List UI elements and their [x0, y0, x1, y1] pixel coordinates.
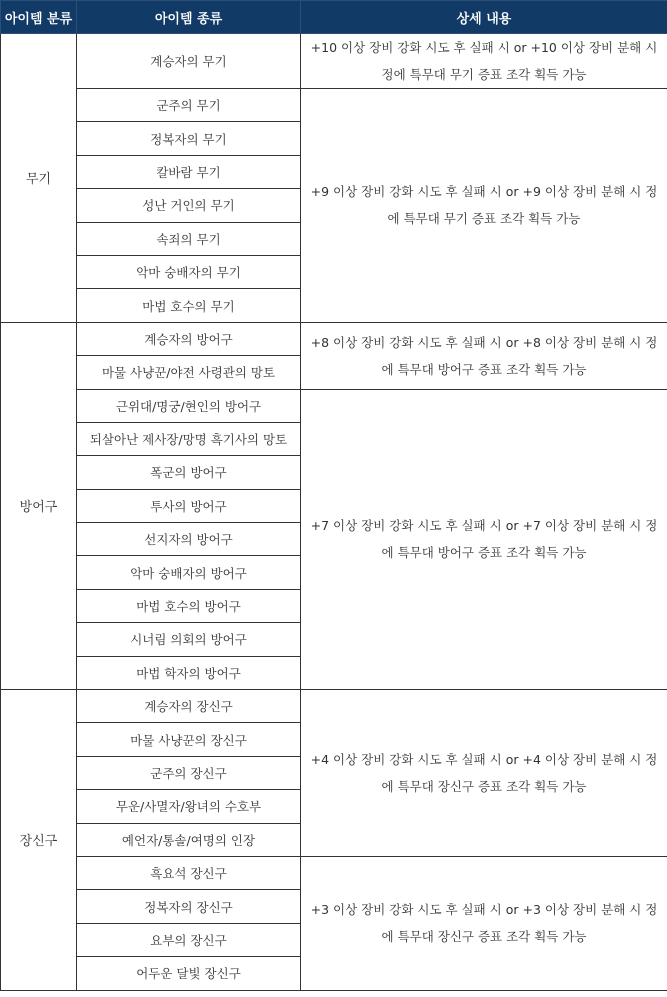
table-row	[1, 34, 667, 89]
item-type-cell: 계승자의 방어구	[77, 322, 301, 355]
item-type-cell: 계승자의 장신구	[77, 690, 301, 723]
item-type-cell: 선지자의 방어구	[77, 523, 301, 556]
item-type-cell: 투사의 방어구	[77, 489, 301, 522]
header-item-type: 아이템 종류	[77, 1, 301, 34]
item-type-cell: 마법 호수의 무기	[77, 289, 301, 322]
table-body	[1, 34, 667, 991]
table-row	[1, 856, 667, 889]
item-type-cell: 악마 숭배자의 방어구	[77, 556, 301, 589]
item-type-cell: 되살아난 제사장/망명 흑기사의 망토	[77, 422, 301, 455]
item-type-cell: 마물 사냥꾼/야전 사령관의 망토	[77, 356, 301, 389]
item-type-cell: 근위대/명궁/현인의 방어구	[77, 389, 301, 422]
item-type-cell: 칼바람 무기	[77, 155, 301, 188]
header-details: 상세 내용	[301, 1, 667, 34]
item-type-cell: 마물 사냥꾼의 장신구	[77, 723, 301, 756]
table-header	[1, 1, 667, 34]
item-type-cell: 마법 호수의 방어구	[77, 589, 301, 622]
item-type-cell: 마법 학자의 방어구	[77, 656, 301, 689]
detail-description-cell: +10 이상 장비 강화 시도 후 실패 시 or +10 이상 장비 분해 시 정에 특무대 무기 증표 조각 획득 가능	[301, 34, 667, 89]
item-type-cell: 흑요석 장신구	[77, 856, 301, 889]
item-type-cell: 무운/사멸자/왕녀의 수호부	[77, 790, 301, 823]
item-type-cell: 폭군의 방어구	[77, 456, 301, 489]
detail-description-cell: +3 이상 장비 강화 시도 후 실패 시 or +3 이상 장비 분해 시 정에 특무대 장신구 증표 조각 획득 가능	[301, 856, 667, 990]
item-type-cell: 정복자의 무기	[77, 122, 301, 155]
item-type-cell: 속죄의 무기	[77, 222, 301, 255]
item-type-cell: 정복자의 장신구	[77, 890, 301, 923]
item-type-cell: 군주의 장신구	[77, 756, 301, 789]
item-type-cell: 예언자/통솔/여명의 인장	[77, 823, 301, 856]
detail-description-cell: +8 이상 장비 강화 시도 후 실패 시 or +8 이상 장비 분해 시 정에 특무대 방어구 증표 조각 획득 가능	[301, 322, 667, 389]
detail-description-cell: +4 이상 장비 강화 시도 후 실패 시 or +4 이상 장비 분해 시 정에 특무대 장신구 증표 조각 획득 가능	[301, 690, 667, 857]
table-row	[1, 322, 667, 355]
category-cell: 장신구	[1, 690, 77, 991]
table-row	[1, 389, 667, 422]
detail-description-cell: +9 이상 장비 강화 시도 후 실패 시 or +9 이상 장비 분해 시 정에 특무대 무기 증표 조각 획득 가능	[301, 89, 667, 323]
table-row	[1, 690, 667, 723]
item-type-cell: 계승자의 무기	[77, 34, 301, 89]
item-type-cell: 군주의 무기	[77, 89, 301, 122]
item-type-cell: 성난 거인의 무기	[77, 189, 301, 222]
category-cell: 무기	[1, 34, 77, 323]
item-type-cell: 어두운 달빛 장신구	[77, 957, 301, 990]
item-type-cell: 요부의 장신구	[77, 923, 301, 956]
detail-description-cell: +7 이상 장비 강화 시도 후 실패 시 or +7 이상 장비 분해 시 정에 특무대 방어구 증표 조각 획득 가능	[301, 389, 667, 690]
item-type-cell: 악마 숭배자의 무기	[77, 255, 301, 288]
header-category: 아이템 분류	[1, 1, 77, 34]
item-type-cell: 시너림 의회의 방어구	[77, 623, 301, 656]
table-row	[1, 89, 667, 122]
category-cell: 방어구	[1, 322, 77, 689]
